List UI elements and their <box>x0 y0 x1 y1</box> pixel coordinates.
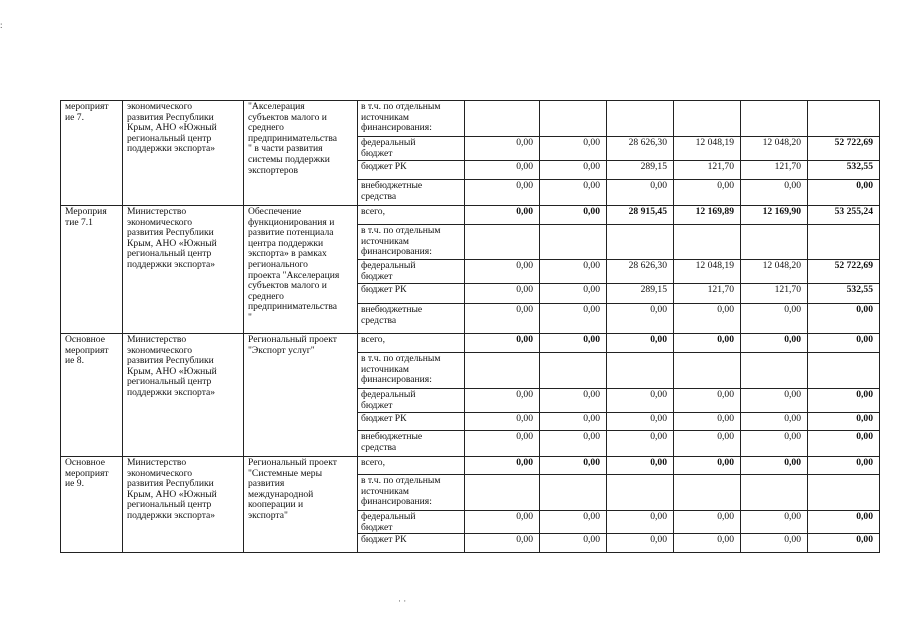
amount-cell: 0,00 <box>607 334 674 353</box>
funding-source-cell: в т.ч. по отдельным источникам финансирования: <box>358 101 465 137</box>
executor-cell: Министерство экономического развития Республики Крым, АНО «Южный региональный центр поддержки экспорта» <box>123 457 244 553</box>
amount-cell: 28 915,45 <box>607 206 674 225</box>
amount-cell: 0,00 <box>607 389 674 413</box>
amount-cell: 0,00 <box>741 413 808 431</box>
amount-cell <box>741 225 808 260</box>
amount-cell: 0,00 <box>465 389 540 413</box>
amount-cell: 0,00 <box>465 161 540 180</box>
amount-cell: 28 626,30 <box>607 260 674 284</box>
amount-cell <box>540 225 607 260</box>
amount-cell <box>607 353 674 389</box>
amount-cell: 0,00 <box>540 457 607 475</box>
amount-cell: 121,70 <box>741 284 808 304</box>
amount-cell: 0,00 <box>540 284 607 304</box>
amount-cell: 0,00 <box>540 511 607 534</box>
amount-cell: 12 169,90 <box>741 206 808 225</box>
amount-cell: 0,00 <box>465 457 540 475</box>
amount-cell: 121,70 <box>674 161 741 180</box>
amount-cell: 0,00 <box>465 260 540 284</box>
amount-cell: 0,00 <box>808 457 880 475</box>
amount-cell <box>540 475 607 511</box>
amount-cell: 0,00 <box>540 389 607 413</box>
amount-cell: 0,00 <box>741 334 808 353</box>
amount-cell: 0,00 <box>540 534 607 553</box>
amount-cell: 0,00 <box>808 413 880 431</box>
amount-cell: 0,00 <box>540 413 607 431</box>
amount-cell: 0,00 <box>540 334 607 353</box>
amount-cell: 0,00 <box>741 457 808 475</box>
measure-label-cell: мероприят ие 7. <box>61 101 123 206</box>
amount-cell: 0,00 <box>808 180 880 206</box>
amount-cell: 0,00 <box>465 304 540 334</box>
executor-cell: Министерство экономического развития Республики Крым, АНО «Южный региональный центр поддержки экспорта» <box>123 206 244 334</box>
amount-cell <box>540 101 607 137</box>
amount-cell: 0,00 <box>741 304 808 334</box>
measure-title-cell: Региональный проект "Системные меры развития международной кооперации и экспорта" <box>244 457 358 553</box>
amount-cell: 0,00 <box>540 260 607 284</box>
funding-source-cell: бюджет РК <box>358 161 465 180</box>
amount-cell <box>465 475 540 511</box>
amount-cell: 52 722,69 <box>808 137 880 161</box>
amount-cell: 0,00 <box>540 137 607 161</box>
amount-cell: 0,00 <box>808 304 880 334</box>
amount-cell: 532,55 <box>808 161 880 180</box>
funding-source-cell: федеральный бюджет <box>358 511 465 534</box>
amount-cell: 28 626,30 <box>607 137 674 161</box>
amount-cell: 0,00 <box>465 534 540 553</box>
amount-cell <box>674 475 741 511</box>
amount-cell <box>674 101 741 137</box>
amount-cell: 0,00 <box>674 389 741 413</box>
amount-cell <box>674 353 741 389</box>
funding-source-cell: в т.ч. по отдельным источникам финансирования: <box>358 225 465 260</box>
amount-cell <box>607 101 674 137</box>
amount-cell: 0,00 <box>607 180 674 206</box>
table-row <box>61 206 880 225</box>
measure-title-cell: Обеспечение функционирования и развитие потенциала центра поддержки экспорта» в рамках регионального проекта "Акселерация субъектов малого и среднего предпринимательства " <box>244 206 358 334</box>
amount-cell <box>741 353 808 389</box>
amount-cell: 12 169,89 <box>674 206 741 225</box>
budget-table <box>60 100 880 553</box>
amount-cell <box>607 225 674 260</box>
amount-cell: 0,00 <box>741 180 808 206</box>
amount-cell <box>808 225 880 260</box>
funding-source-cell: внебюджетные средства <box>358 431 465 457</box>
amount-cell: 0,00 <box>465 334 540 353</box>
amount-cell: 0,00 <box>808 431 880 457</box>
amount-cell <box>540 353 607 389</box>
amount-cell: 0,00 <box>741 389 808 413</box>
funding-source-cell: внебюджетные средства <box>358 304 465 334</box>
amount-cell: 0,00 <box>540 161 607 180</box>
amount-cell <box>808 475 880 511</box>
amount-cell: 0,00 <box>674 457 741 475</box>
amount-cell: 532,55 <box>808 284 880 304</box>
amount-cell <box>465 101 540 137</box>
amount-cell: 12 048,20 <box>741 260 808 284</box>
funding-source-cell: федеральный бюджет <box>358 137 465 161</box>
amount-cell: 0,00 <box>674 511 741 534</box>
funding-source-cell: в т.ч. по отдельным источникам финансирования: <box>358 353 465 389</box>
amount-cell <box>674 225 741 260</box>
funding-source-cell: федеральный бюджет <box>358 260 465 284</box>
measure-label-cell: Основное мероприят ие 8. <box>61 334 123 457</box>
amount-cell: 12 048,20 <box>741 137 808 161</box>
measure-title-cell: "Акселерация субъектов малого и среднего предпринимательства " в части развития системы поддержки экспортеров <box>244 101 358 206</box>
table-row <box>61 457 880 475</box>
amount-cell <box>741 475 808 511</box>
amount-cell: 0,00 <box>607 413 674 431</box>
amount-cell: 0,00 <box>607 457 674 475</box>
amount-cell: 0,00 <box>808 334 880 353</box>
executor-cell: Министерство экономического развития Республики Крым, АНО «Южный региональный центр поддержки экспорта» <box>123 334 244 457</box>
amount-cell: 0,00 <box>741 511 808 534</box>
amount-cell: 0,00 <box>465 137 540 161</box>
amount-cell: 0,00 <box>808 511 880 534</box>
amount-cell <box>465 225 540 260</box>
amount-cell: 0,00 <box>808 534 880 553</box>
amount-cell: 0,00 <box>674 180 741 206</box>
amount-cell: 0,00 <box>741 431 808 457</box>
amount-cell: 53 255,24 <box>808 206 880 225</box>
table-row <box>61 334 880 353</box>
amount-cell: 52 722,69 <box>808 260 880 284</box>
amount-cell: 0,00 <box>465 431 540 457</box>
amount-cell: 0,00 <box>741 534 808 553</box>
amount-cell: 0,00 <box>808 389 880 413</box>
amount-cell: 0,00 <box>540 431 607 457</box>
amount-cell <box>808 101 880 137</box>
amount-cell: 289,15 <box>607 284 674 304</box>
amount-cell: 0,00 <box>674 534 741 553</box>
scan-mark: · · <box>398 596 407 606</box>
amount-cell: 0,00 <box>607 534 674 553</box>
amount-cell: 0,00 <box>674 431 741 457</box>
amount-cell: 0,00 <box>674 304 741 334</box>
measure-label-cell: Мероприя тие 7.1 <box>61 206 123 334</box>
amount-cell: 289,15 <box>607 161 674 180</box>
amount-cell: 12 048,19 <box>674 260 741 284</box>
amount-cell <box>808 353 880 389</box>
amount-cell: 0,00 <box>607 431 674 457</box>
amount-cell <box>741 101 808 137</box>
funding-source-cell: бюджет РК <box>358 284 465 304</box>
amount-cell: 0,00 <box>465 180 540 206</box>
amount-cell: 0,00 <box>465 206 540 225</box>
table-row <box>61 101 880 137</box>
measure-label-cell: Основное мероприят ие 9. <box>61 457 123 553</box>
amount-cell: 0,00 <box>465 284 540 304</box>
funding-source-cell: внебюджетные средства <box>358 180 465 206</box>
amount-cell: 121,70 <box>741 161 808 180</box>
scan-mark-left: : <box>0 20 3 30</box>
funding-source-cell: всего, <box>358 457 465 475</box>
amount-cell: 121,70 <box>674 284 741 304</box>
funding-source-cell: федеральный бюджет <box>358 389 465 413</box>
executor-cell: экономического развития Республики Крым, АНО «Южный региональный центр поддержки экспорта» <box>123 101 244 206</box>
amount-cell: 0,00 <box>674 334 741 353</box>
amount-cell: 0,00 <box>540 180 607 206</box>
amount-cell: 12 048,19 <box>674 137 741 161</box>
funding-source-cell: бюджет РК <box>358 413 465 431</box>
amount-cell <box>465 353 540 389</box>
amount-cell: 0,00 <box>674 413 741 431</box>
amount-cell: 0,00 <box>607 511 674 534</box>
amount-cell: 0,00 <box>607 304 674 334</box>
amount-cell: 0,00 <box>465 413 540 431</box>
amount-cell: 0,00 <box>465 511 540 534</box>
funding-source-cell: всего, <box>358 334 465 353</box>
funding-source-cell: в т.ч. по отдельным источникам финансирования: <box>358 475 465 511</box>
funding-source-cell: всего, <box>358 206 465 225</box>
amount-cell: 0,00 <box>540 206 607 225</box>
funding-source-cell: бюджет РК <box>358 534 465 553</box>
measure-title-cell: Региональный проект "Экспорт услуг" <box>244 334 358 457</box>
amount-cell <box>607 475 674 511</box>
amount-cell: 0,00 <box>540 304 607 334</box>
